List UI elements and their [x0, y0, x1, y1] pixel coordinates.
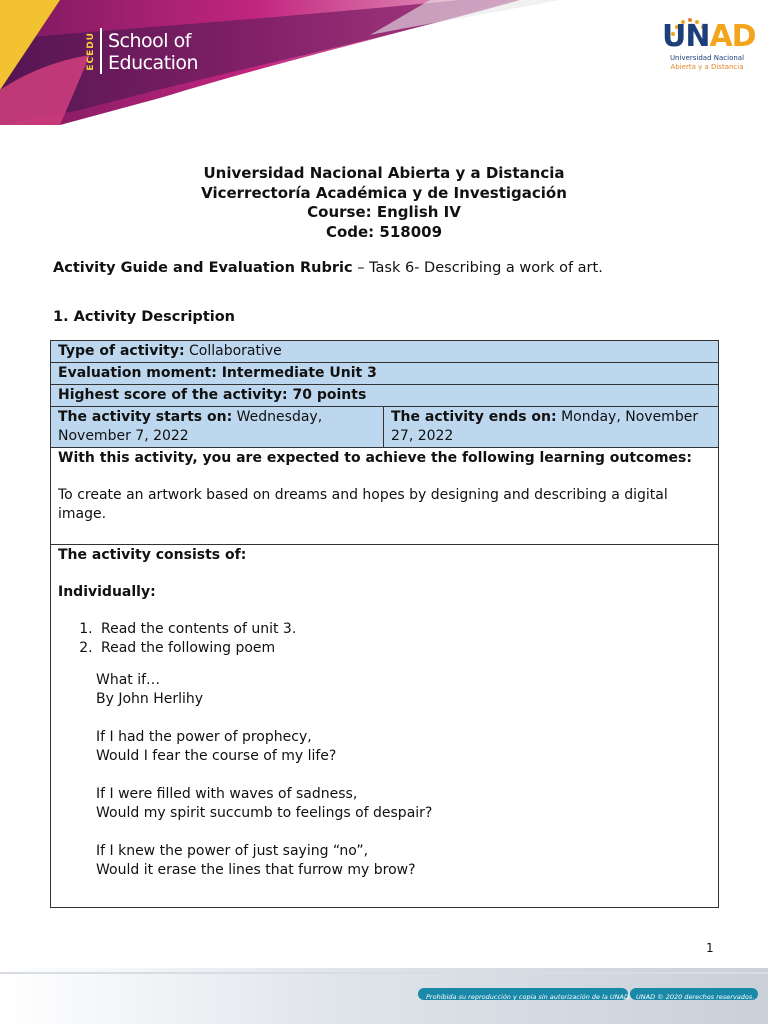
list-item: 2. Read the following poem: [97, 639, 711, 658]
steps-list: [58, 620, 711, 658]
course-code: Code: 518009: [325, 222, 443, 241]
poem-line: Would I fear the course of my life?: [96, 748, 337, 764]
course-name: Course: English IV: [307, 203, 461, 221]
poem-line: Would it erase the lines that furrow my brow?: [96, 862, 416, 878]
footer-copyright-note: Prohibida su reproducción y copia sin autorización de la UNAD.: [426, 993, 632, 1001]
poem: [96, 671, 711, 880]
unad-logo: [662, 19, 756, 72]
poem-line: If I had the power of prophecy,: [96, 729, 312, 745]
logo-divider: [100, 28, 102, 74]
poem-line: Would my spirit succumb to feelings of despair?: [96, 805, 433, 821]
ecedu-label: ECEDU: [86, 32, 96, 71]
poem-line: If I were filled with waves of sadness,: [96, 786, 358, 802]
outcomes-label: With this activity, you are expected to achieve the following learning outcomes:: [58, 450, 692, 466]
page-number: 1: [706, 941, 714, 955]
consists-label: The activity consists of:: [58, 547, 247, 563]
activity-ends-cell: The activity ends on: Monday, November 27, 2022: [384, 407, 719, 448]
activity-description-table: [50, 340, 719, 908]
section-title: 1. Activity Description: [53, 309, 236, 325]
learning-outcomes-cell: [51, 448, 719, 545]
unad-subtitle-2: Abierta y a Distancia: [670, 63, 744, 71]
activity-consists-cell: [51, 545, 719, 908]
guide-title: Activity Guide and Evaluation Rubric – Task 6- Describing a work of art.: [53, 260, 603, 276]
unad-wordmark: UNAD: [662, 19, 756, 54]
university-name: Universidad Nacional Abierta y a Distancia: [203, 164, 565, 182]
footer-rights-note: UNAD © 2020 derechos reservados.: [636, 993, 755, 1001]
poem-line: If I knew the power of just saying “no”,: [96, 843, 369, 859]
outcomes-text: To create an artwork based on dreams and hopes by designing and describing a digital image.: [58, 487, 668, 522]
individually-label: Individually:: [58, 584, 156, 600]
poem-author: By John Herlihy: [96, 691, 204, 707]
activity-starts-cell: The activity starts on: Wednesday, November 7, 2022: [51, 407, 384, 448]
evaluation-moment-cell: Evaluation moment: Intermediate Unit 3: [51, 363, 719, 385]
vice-rectory: Vicerrectoría Académica y de Investigación: [201, 183, 567, 202]
unad-subtitle-1: Universidad Nacional: [669, 54, 745, 62]
list-item: 1. Read the contents of unit 3.: [97, 620, 711, 639]
type-of-activity-cell: Type of activity: Collaborative: [51, 341, 719, 363]
poem-title: What if…: [96, 672, 161, 688]
highest-score-cell: Highest score of the activity: 70 points: [51, 385, 719, 407]
institution-heading: [0, 164, 768, 242]
school-name: School of Education: [108, 30, 199, 74]
